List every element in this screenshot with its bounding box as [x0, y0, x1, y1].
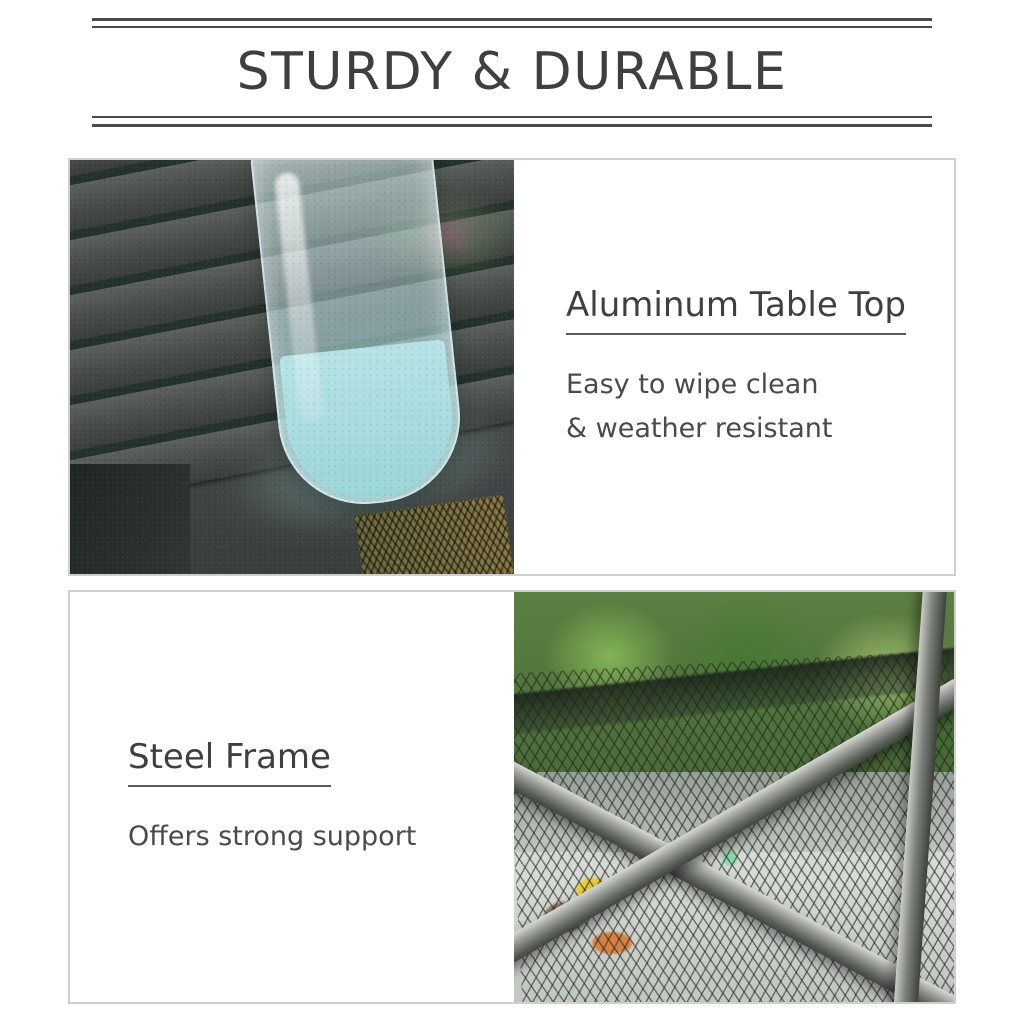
steel-frame-text [70, 592, 514, 1002]
header-rule-top-thick [92, 18, 932, 21]
feature-panel-steel-frame [68, 590, 956, 1004]
steel-frame-photo [514, 592, 956, 1002]
feature-panel-aluminum-table-top [68, 158, 956, 576]
aluminum-table-top-line-1: Easy to wipe clean [566, 369, 819, 400]
aluminum-table-top-title: Aluminum Table Top [566, 283, 906, 335]
steel-frame-title: Steel Frame [128, 735, 331, 787]
steel-frame-line-1: Offers strong support [128, 821, 417, 852]
header-rule-top-thin [92, 26, 932, 28]
surface-texture [70, 160, 514, 574]
header-rule-bottom-thin [92, 116, 932, 118]
aluminum-table-top-photo [70, 160, 514, 574]
aluminum-table-top-line-2: & weather resistant [566, 413, 833, 444]
header [0, 0, 1024, 150]
page-title: STURDY & DURABLE [236, 42, 788, 102]
header-rule-bottom-thick [92, 124, 932, 127]
aluminum-table-top-text [514, 160, 956, 574]
